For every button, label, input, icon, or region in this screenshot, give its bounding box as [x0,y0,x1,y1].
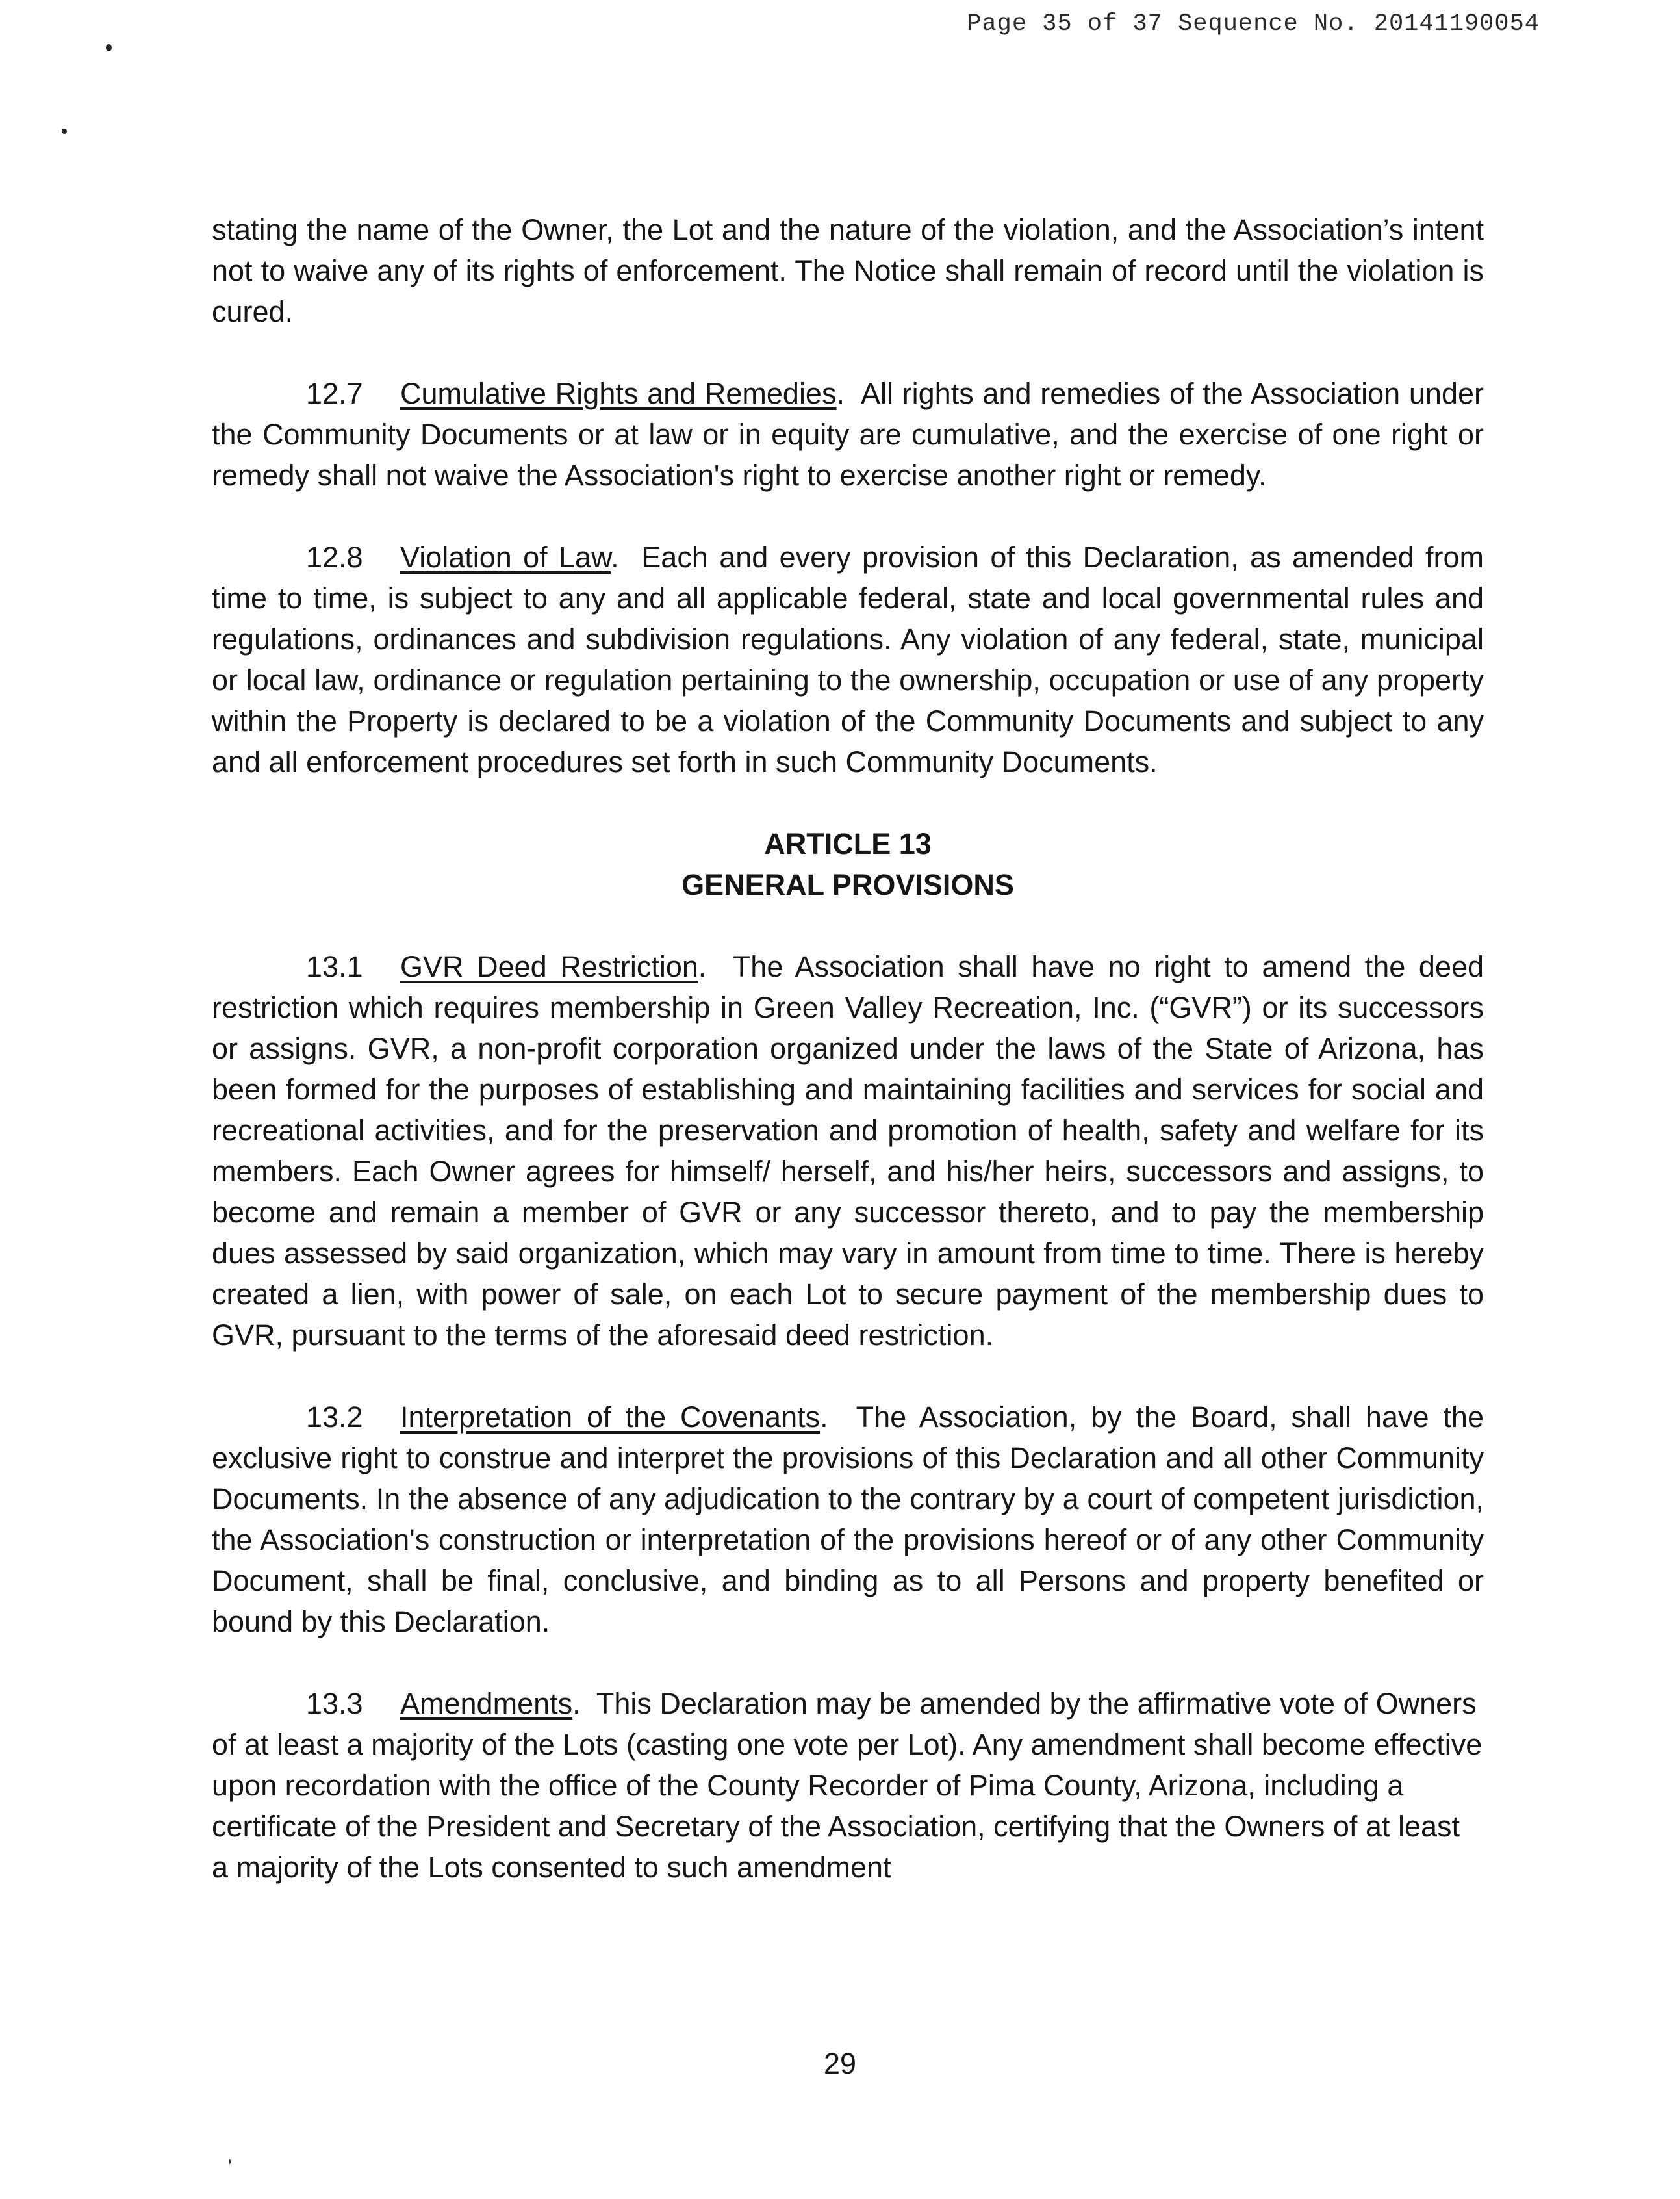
section-number: 12.8 [306,541,363,574]
section-12-7: 12.7 Cumulative Rights and Remedies. All rights and remedies of the Association under the Community Documents or at law or in equity are cumulative, and the exercise of one right or remedy shall not waive the Association's right to exercise another right or remedy. [212,373,1484,496]
section-number: 13.2 [306,1400,363,1434]
scan-speck [106,44,112,51]
article-label: ARTICLE 13 [764,827,932,860]
section-text: The Association, by the Board, shall have the exclusive right to construe and interpret the provisions of this Declaration and all other Community Documents. In the absence of any adjudication to the contrary by a court of competent jurisdiction, the Association's construction or interpretation of the provisions hereof or of any other Community Document, shall be final, conclusive, and binding as to all Persons and property benefited or bound by this Declaration. [212,1400,1484,1638]
section-13-3: 13.3 Amendments. This Declaration may be amended by the affirmative vote of Owners of at least a majority of the Lots (casting one vote per Lot). Any amendment shall become effective upon recordation with the office of the County Recorder of Pima County, Arizona, including a certificate of the President and Secretary of the Association, certifying that the Owners of at least a majority of the Lots consented to such amendment [212,1683,1484,1888]
section-title: GVR Deed Restriction [400,950,698,983]
section-text: The Association shall have no right to amend the deed restriction which requires membership in Green Valley Recreation, Inc. (“GVR”) or its successors or assigns. GVR, a non-profit corporation organized under the laws of the State of Arizona, has been formed for the purposes of establishing and maintaining facilities and services for social and recreational activities, and for the preservation and promotion of health, safety and welfare for its members. Each Owner agrees for himself/ herself, and his/her heirs, successors and assigns, to become and remain a member of GVR or any successor thereto, and to pay the membership dues assessed by said organization, which may vary in amount from time to time. There is hereby created a lien, with power of sale, on each Lot to secure payment of the membership dues to GVR, pursuant to the terms of the aforesaid deed restriction. [212,950,1484,1352]
page-number: 29 [823,2047,857,2080]
section-number: 13.3 [306,1687,363,1720]
document-body [212,209,1484,1888]
section-title: Interpretation of the Covenants [400,1400,821,1434]
intro-paragraph: stating the name of the Owner, the Lot and the nature of the violation, and the Association’s intent not to waive any of its rights of enforcement. The Notice shall remain of record until the violation is cured. [212,213,1484,328]
section-13-1: 13.1 GVR Deed Restriction. The Association shall have no right to amend the deed restriction which requires membership in Green Valley Recreation, Inc. (“GVR”) or its successors or assigns. GVR, a non-profit corporation organized under the laws of the State of Arizona, has been formed for the purposes of establishing and maintaining facilities and services for social and recreational activities, and for the preservation and promotion of health, safety and welfare for its members. Each Owner agrees for himself/ herself, and his/her heirs, successors and assigns, to become and remain a member of GVR or any successor thereto, and to pay the membership dues assessed by said organization, which may vary in amount from time to time. There is hereby created a lien, with power of sale, on each Lot to secure payment of the membership dues to GVR, pursuant to the terms of the aforesaid deed restriction. [212,946,1484,1356]
article-title: GENERAL PROVISIONS [681,868,1014,901]
section-title: Cumulative Rights and Remedies [400,377,837,410]
section-text: This Declaration may be amended by the affirmative vote of Owners of at least a majority of the Lots (casting one vote per Lot). Any amendment shall become effective upon recordation with the office of the County Recorder of Pima County, Arizona, including a certificate of the President and Secretary of the Association, certifying that the Owners of at least a majority of the Lots consented to such amendment [212,1687,1483,1884]
section-text: All rights and remedies of the Association under the Community Documents or at law or in equity are cumulative, and the exercise of one right or remedy shall not waive the Association's right to exercise another right or remedy. [212,377,1484,492]
article-heading [212,823,1484,905]
page-sequence-stamp: Page 35 of 37 Sequence No. 20141190054 [967,10,1540,38]
section-text: Each and every provision of this Declaration, as amended from time to time, is subject to any and all applicable federal, state and local governmental rules and regulations, ordinances and subdivision regulations. Any violation of any federal, state, municipal or local law, ordinance or regulation pertaining to the ownership, occupation or use of any property within the Property is declared to be a violation of the Community Documents and subject to any and all enforcement procedures set forth in such Community Documents. [212,541,1484,778]
scan-speck [229,2159,231,2164]
section-title: Violation of Law [400,541,611,574]
section-13-2: 13.2 Interpretation of the Covenants. The Association, by the Board, shall have the exclusive right to construe and interpret the provisions of this Declaration and all other Community Documents. In the absence of any adjudication to the contrary by a court of competent jurisdiction, the Association's construction or interpretation of the provisions hereof or of any other Community Document, shall be final, conclusive, and binding as to all Persons and property benefited or bound by this Declaration. [212,1396,1484,1642]
scan-speck [62,129,67,134]
section-number: 13.1 [306,950,363,983]
section-number: 12.7 [306,377,363,410]
section-12-8: 12.8 Violation of Law. Each and every provision of this Declaration, as amended from time to time, is subject to any and all applicable federal, state and local governmental rules and regulations, ordinances and subdivision regulations. Any violation of any federal, state, municipal or local law, ordinance or regulation pertaining to the ownership, occupation or use of any property within the Property is declared to be a violation of the Community Documents and subject to any and all enforcement procedures set forth in such Community Documents. [212,537,1484,782]
section-title: Amendments [400,1687,573,1720]
